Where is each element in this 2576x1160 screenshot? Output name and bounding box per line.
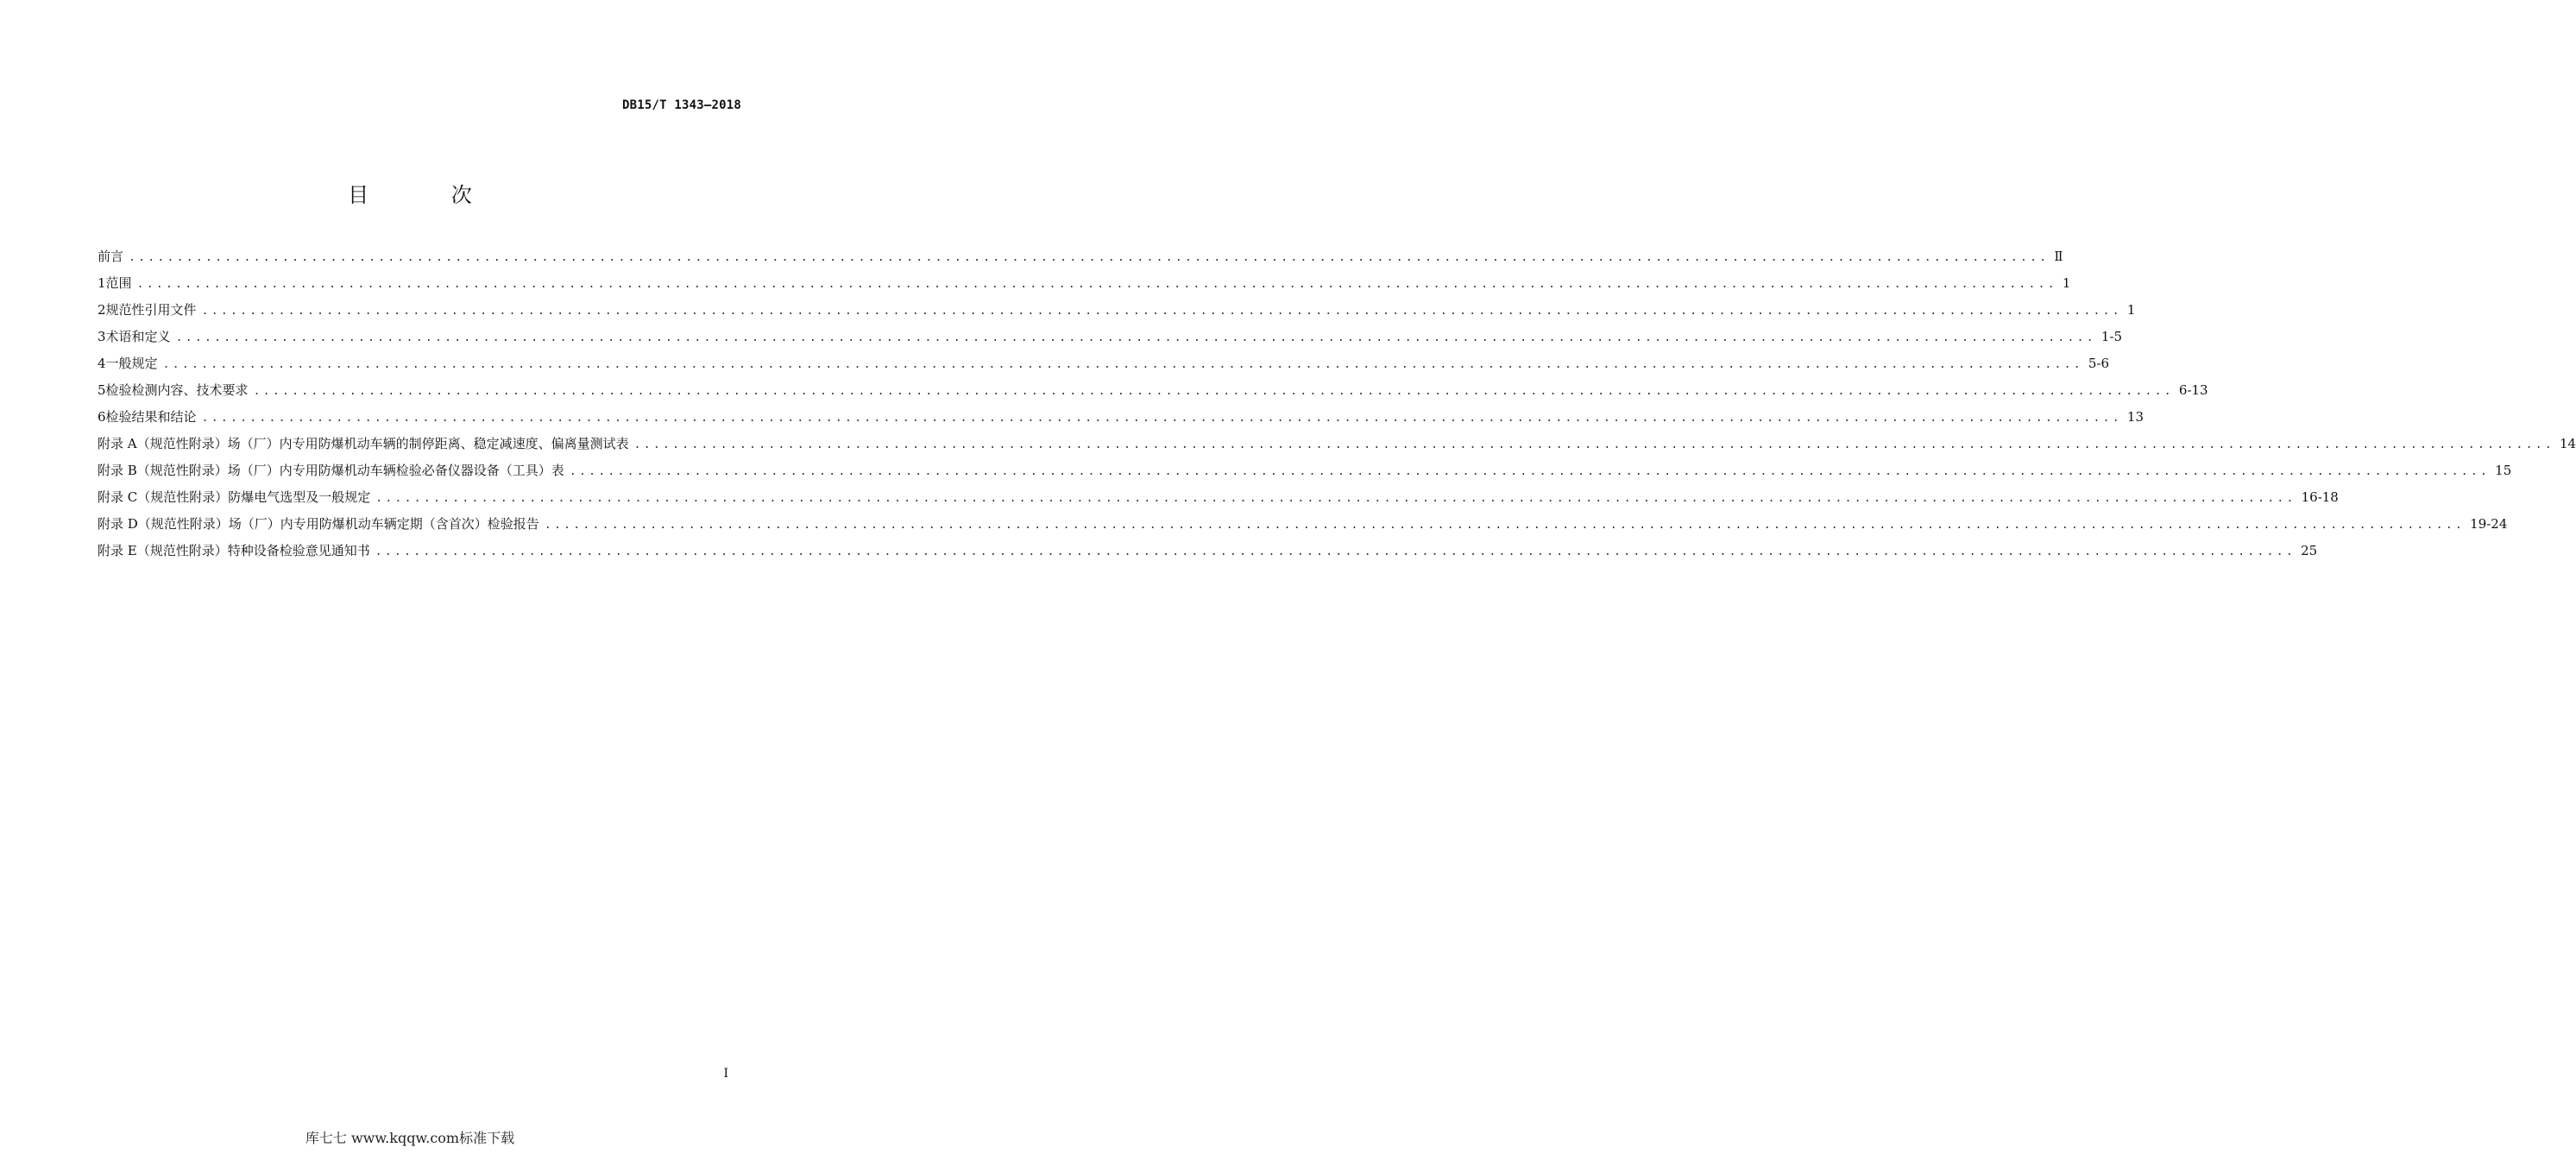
toc-entry-page: 1	[2062, 275, 2071, 291]
toc-entry[interactable]	[98, 247, 2063, 274]
toc-entry-page: 25	[2301, 543, 2318, 558]
toc-entry-page: 1-5	[2100, 329, 2123, 344]
toc-entry[interactable]	[98, 514, 2508, 541]
toc-entry[interactable]	[98, 327, 2123, 354]
page-number: I	[723, 1067, 728, 1081]
toc-title: 目 次	[348, 183, 510, 207]
table-of-contents	[98, 247, 2576, 568]
toc-appendix-label: 附录 D（规范性附录）	[98, 516, 229, 532]
toc-dot-leader: ........................................................................................................................................................................................................	[129, 251, 2050, 264]
toc-entry-number: 6	[98, 409, 106, 425]
toc-dot-leader: ........................................................................................................................................................................................................	[201, 412, 2122, 425]
toc-entry[interactable]	[98, 488, 2339, 514]
toc-dot-leader: ........................................................................................................................................................................................................	[162, 358, 2083, 371]
toc-entry-title: 场（厂）内专用防爆机动车辆定期（含首次）检验报告	[228, 516, 539, 532]
toc-entry-number: 3	[98, 329, 106, 344]
toc-entry-title: 防爆电气选型及一般规定	[228, 489, 371, 505]
toc-entry-title: 前言	[98, 249, 124, 264]
toc-entry[interactable]	[98, 461, 2512, 488]
toc-entry-title: 场（厂）内专用防爆机动车辆的制停距离、稳定减速度、偏离量测试表	[227, 436, 629, 451]
toc-appendix-label: 附录 E（规范性附录）	[98, 543, 228, 558]
toc-entry-number: 4	[98, 356, 106, 371]
footer-watermark: 库七七 www.kqqw.com标准下载	[305, 1130, 515, 1146]
toc-entry-page: 5-6	[2088, 356, 2110, 371]
toc-entry-title: 特种设备检验意见通知书	[227, 543, 370, 558]
toc-dot-leader: ........................................................................................................................................................................................................	[136, 278, 2057, 291]
toc-dot-leader: ........................................................................................................................................................................................................	[175, 331, 2096, 344]
toc-entry-title: 场（厂）内专用防爆机动车辆检验必备仪器设备（工具）表	[227, 463, 564, 478]
toc-appendix-label: 附录 A（规范性附录）	[98, 436, 228, 451]
toc-entry[interactable]	[98, 274, 2071, 300]
toc-dot-leader: ........................................................................................................................................................................................................	[375, 492, 2296, 505]
toc-entry[interactable]	[98, 354, 2110, 381]
toc-appendix-label: 附录 C（规范性附录）	[98, 489, 229, 505]
toc-dot-leader: ........................................................................................................................................................................................................	[201, 305, 2122, 318]
toc-entry-title: 检验检测内容、技术要求	[105, 382, 249, 398]
toc-entry-number: 2	[98, 302, 106, 318]
toc-entry-title: 检验结果和结论	[105, 409, 197, 425]
toc-entry-page: 14	[2559, 436, 2576, 451]
toc-entry[interactable]	[98, 300, 2136, 327]
toc-entry-title: 规范性引用文件	[105, 302, 197, 318]
toc-dot-leader: ........................................................................................................................................................................................................	[569, 465, 2491, 478]
toc-entry-title: 术语和定义	[105, 329, 171, 344]
toc-entry[interactable]	[98, 407, 2144, 434]
toc-entry-page: 19-24	[2470, 516, 2508, 532]
toc-entry-number: 5	[98, 382, 106, 398]
toc-entry[interactable]	[98, 541, 2318, 568]
toc-appendix-label: 附录 B（规范性附录）	[98, 463, 228, 478]
toc-entry-page: 6-13	[2178, 382, 2208, 398]
toc-dot-leader: ........................................................................................................................................................................................................	[375, 545, 2296, 558]
toc-entry-page: 1	[2126, 302, 2136, 318]
toc-dot-leader: ........................................................................................................................................................................................................	[633, 438, 2554, 451]
toc-entry[interactable]	[98, 381, 2208, 407]
standard-code: DB15/T 1343—2018	[621, 98, 741, 112]
toc-dot-leader: ........................................................................................................................................................................................................	[253, 385, 2174, 398]
toc-entry-page: Ⅱ	[2054, 249, 2063, 264]
toc-entry-title: 范围	[105, 275, 132, 291]
toc-dot-leader: ........................................................................................................................................................................................................	[544, 519, 2466, 532]
toc-entry-page: 13	[2126, 409, 2144, 425]
toc-entry-page: 16-18	[2301, 489, 2339, 505]
toc-entry-page: 15	[2495, 463, 2512, 478]
toc-entry[interactable]	[98, 434, 2576, 461]
toc-entry-number: 1	[98, 275, 106, 291]
toc-entry-title: 一般规定	[105, 356, 158, 371]
